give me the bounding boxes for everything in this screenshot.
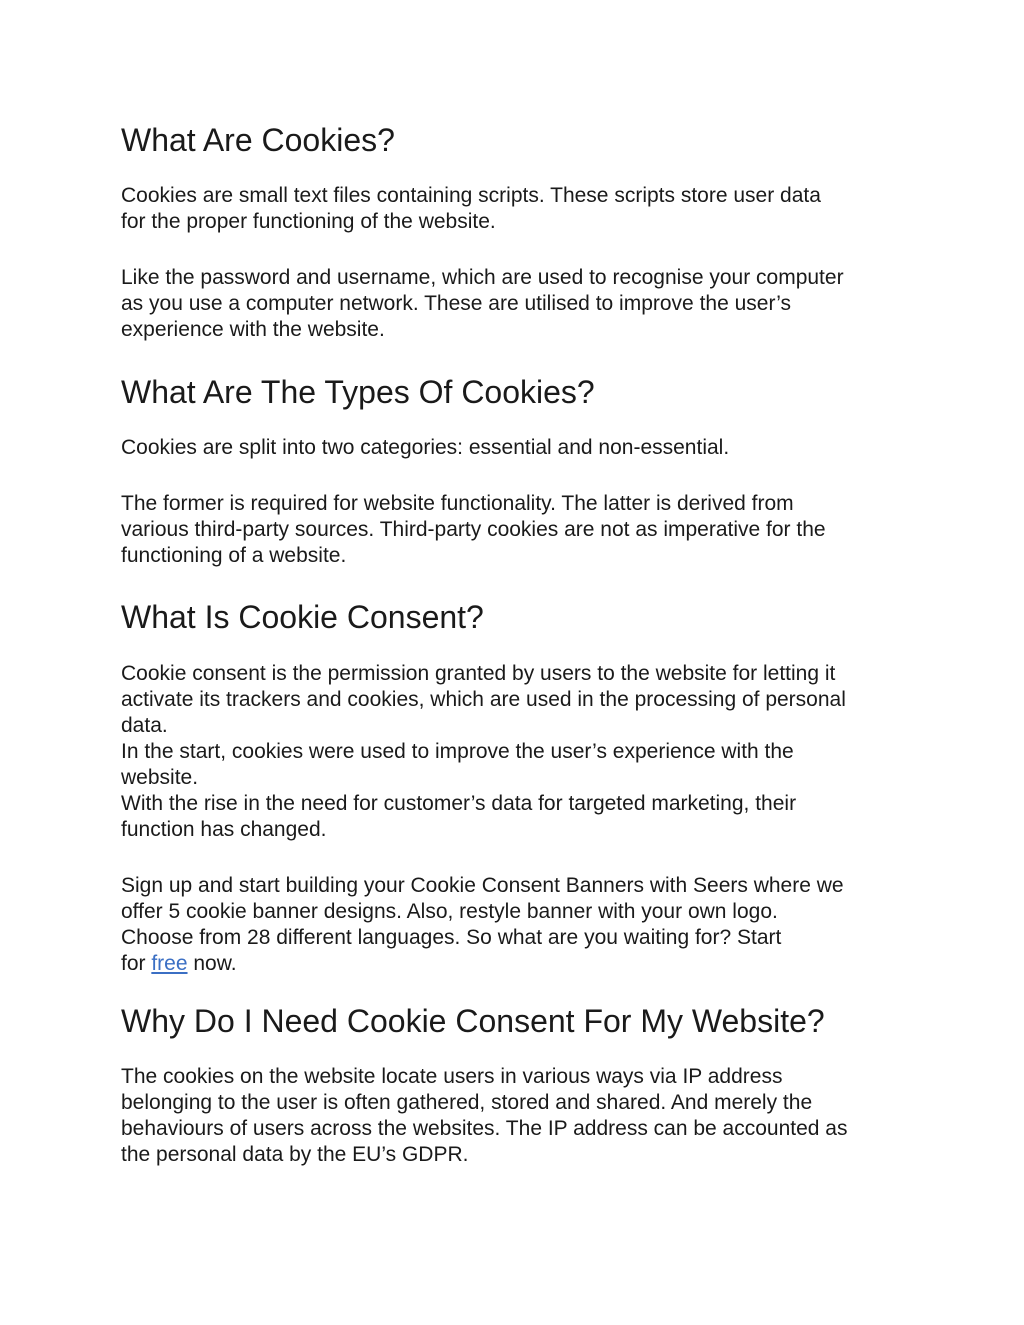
text-line: belonging to the user is often gathered, stored and shared. And merely the — [121, 1091, 813, 1114]
text-line: function has changed. — [121, 818, 327, 841]
paragraph — [121, 491, 911, 569]
paragraph — [121, 661, 911, 843]
section-heading-cookie-consent: What Is Cookie Consent? — [121, 599, 484, 635]
text-line: Cookies are small text files containing scripts. These scripts store user data — [121, 184, 821, 207]
text-line: Like the password and username, which are used to recognise your computer — [121, 266, 844, 289]
text-line: behaviours of users across the websites. The IP address can be accounted as — [121, 1117, 848, 1140]
text-line: Choose from 28 different languages. So what are you waiting for? Start — [121, 926, 782, 949]
paragraph — [121, 435, 911, 461]
text-line — [121, 951, 911, 977]
text-line: The cookies on the website locate users in various ways via IP address — [121, 1065, 783, 1088]
free-link[interactable]: free — [151, 952, 188, 975]
text-line: the personal data by the EU’s GDPR. — [121, 1143, 469, 1166]
text-fragment: now. — [187, 952, 237, 975]
text-line: Sign up and start building your Cookie Consent Banners with Seers where we — [121, 874, 844, 897]
text-line: Cookies are split into two categories: essential and non-essential. — [121, 436, 730, 459]
text-line: various third-party sources. Third-party cookies are not as imperative for the — [121, 518, 826, 541]
text-fragment: for — [121, 952, 152, 975]
text-line: functioning of a website. — [121, 544, 347, 567]
paragraph — [121, 873, 911, 977]
text-line: The former is required for website functionality. The latter is derived from — [121, 492, 794, 515]
section-heading-why-need-consent: Why Do I Need Cookie Consent For My Website? — [121, 1003, 825, 1039]
paragraph — [121, 1064, 911, 1168]
section-heading-types-of-cookies: What Are The Types Of Cookies? — [121, 374, 595, 410]
text-line: offer 5 cookie banner designs. Also, restyle banner with your own logo. — [121, 900, 778, 923]
section-heading-what-are-cookies: What Are Cookies? — [121, 122, 395, 158]
text-line: experience with the website. — [121, 318, 385, 341]
paragraph — [121, 265, 911, 343]
text-line: Cookie consent is the permission granted by users to the website for letting it — [121, 662, 836, 685]
text-line: With the rise in the need for customer’s data for targeted marketing, their — [121, 792, 797, 815]
text-line: data. — [121, 714, 168, 737]
paragraph — [121, 183, 911, 235]
text-line: for the proper functioning of the website. — [121, 210, 496, 233]
text-line: as you use a computer network. These are utilised to improve the user’s — [121, 292, 792, 315]
text-line: activate its trackers and cookies, which are used in the processing of personal — [121, 688, 846, 711]
text-line: website. — [121, 766, 199, 789]
text-line: In the start, cookies were used to improve the user’s experience with the — [121, 740, 794, 763]
